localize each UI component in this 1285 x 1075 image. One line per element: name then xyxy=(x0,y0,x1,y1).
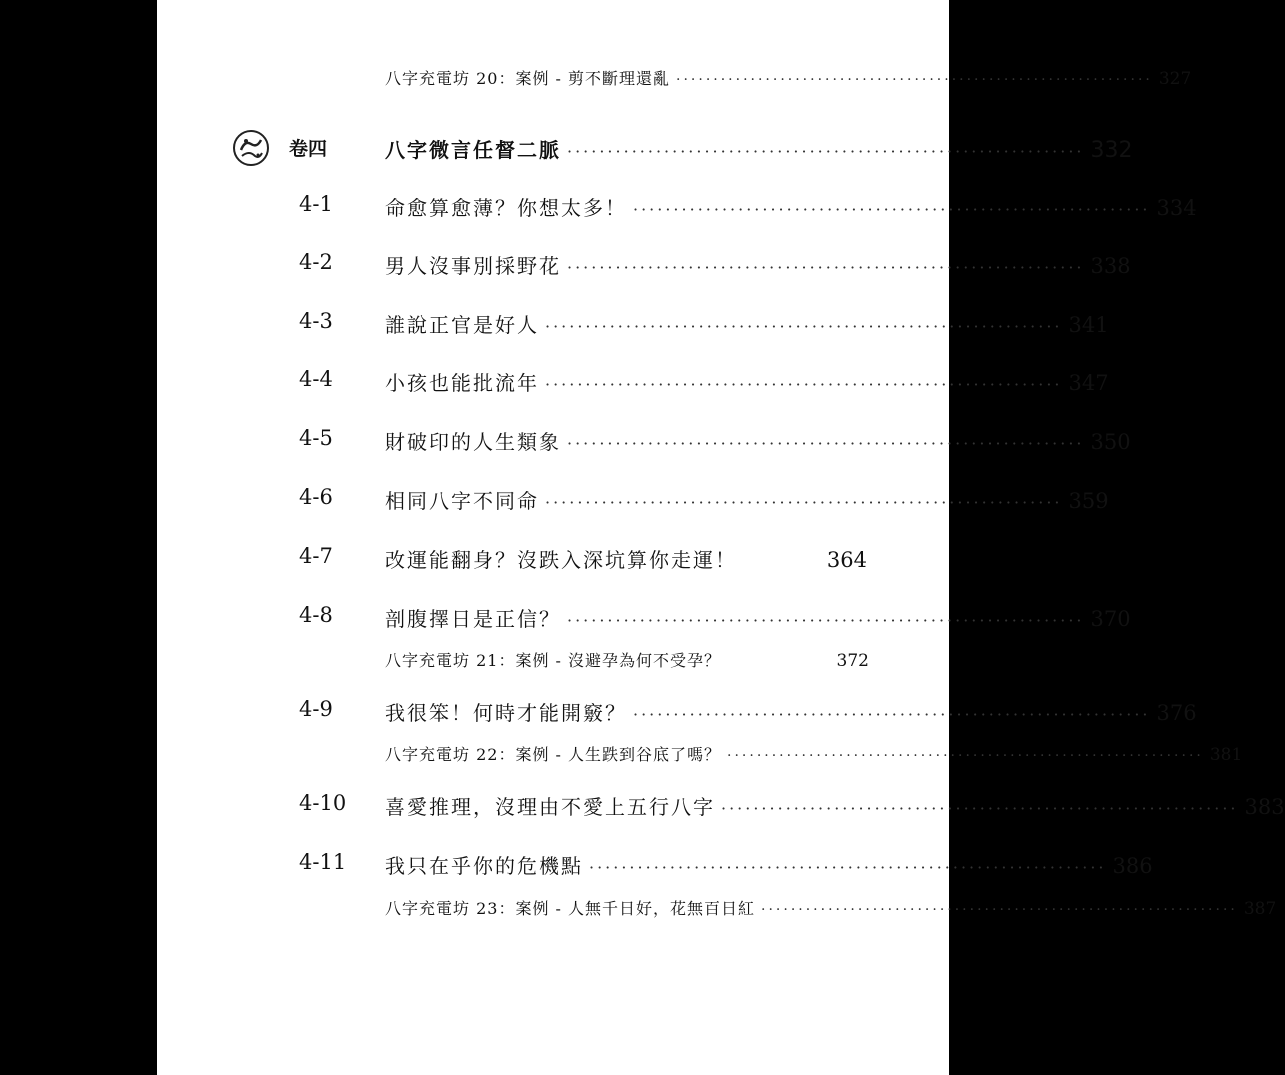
volume-page-number: 332 xyxy=(1090,138,1133,163)
entry-title: 財破印的人生類象 xyxy=(385,430,561,454)
entry-title: 八字充電坊 21：案例 - 沒避孕為何不受孕？ xyxy=(385,651,722,670)
toc-entry[interactable] xyxy=(299,850,1153,879)
dragon-emblem-icon xyxy=(231,128,271,168)
toc-entry[interactable] xyxy=(299,485,1109,514)
toc-entry[interactable] xyxy=(299,250,1131,279)
entry-page-number: 350 xyxy=(1090,430,1131,454)
leader-dots: ································································ xyxy=(545,375,1063,394)
entry-number: 4-8 xyxy=(299,603,333,627)
toc-entry[interactable] xyxy=(299,367,1109,396)
entry-title: 八字充電坊 20：案例 - 剪不斷理還亂 xyxy=(385,69,671,88)
entry-number: 4-1 xyxy=(299,192,333,216)
entry-number: 4-6 xyxy=(299,485,333,509)
entry-number: 4-7 xyxy=(299,544,333,568)
entry-page-number: 376 xyxy=(1156,701,1197,725)
entry-title: 剖腹擇日是正信？ xyxy=(385,607,561,631)
entry-page-number: 338 xyxy=(1090,254,1131,278)
entry-page-number: 370 xyxy=(1090,607,1131,631)
leader-dots: ································································ xyxy=(567,258,1085,277)
entry-page-number: 359 xyxy=(1068,489,1109,513)
toc-sub-entry[interactable] xyxy=(385,742,1243,765)
entry-number: 4-11 xyxy=(299,850,347,874)
entry-number: 4-9 xyxy=(299,697,333,721)
toc-volume-heading[interactable] xyxy=(289,134,1133,163)
entry-page-number: 341 xyxy=(1068,313,1109,337)
entry-page-number: 347 xyxy=(1068,371,1109,395)
leader-dots: ································································ xyxy=(589,858,1107,877)
leader-dots: ································································ xyxy=(633,705,1151,724)
entry-page-number: 381 xyxy=(1209,745,1243,765)
leader-dots: ································································ xyxy=(567,611,1085,630)
entry-title: 男人沒事別採野花 xyxy=(385,254,561,278)
toc-entry[interactable] xyxy=(299,697,1197,726)
entry-title: 八字充電坊 23：案例 - 人無千日好，花無百日紅 xyxy=(385,899,756,918)
entry-page-number: 383 xyxy=(1244,795,1285,819)
entry-title: 喜愛推理，沒理由不愛上五行八字 xyxy=(385,795,715,819)
volume-label: 卷四 xyxy=(289,138,328,160)
entry-title: 八字充電坊 22：案例 - 人生跌到谷底了嗎？ xyxy=(385,745,722,764)
leader-dots: · xyxy=(743,552,752,571)
entry-title: 我很笨！何時才能開竅？ xyxy=(385,701,627,725)
toc-entry[interactable] xyxy=(299,309,1109,338)
entry-page-number: 327 xyxy=(1158,69,1192,89)
leader-dots: ································································ xyxy=(545,317,1063,336)
entry-title: 命愈算愈薄？你想太多！ xyxy=(385,196,627,220)
entry-page-number: 372 xyxy=(836,651,869,671)
leader-dots: ································································ xyxy=(676,72,1153,88)
toc-entry[interactable] xyxy=(299,192,1197,221)
toc-entry[interactable] xyxy=(299,603,1131,632)
leader-dots: ································································ xyxy=(727,748,1204,764)
leader-dots: ································································ xyxy=(567,434,1085,453)
entry-number: 4-3 xyxy=(299,309,333,333)
entry-number: 4-2 xyxy=(299,250,333,274)
entry-title: 我只在乎你的危機點 xyxy=(385,854,583,878)
entry-page-number: 334 xyxy=(1156,196,1197,220)
entry-number: 4-5 xyxy=(299,426,333,450)
entry-title: 相同八字不同命 xyxy=(385,489,539,513)
entry-title: 誰說正官是好人 xyxy=(385,313,539,337)
entry-page-number: 364 xyxy=(826,548,867,572)
leader-dots: ································································ xyxy=(761,902,1238,918)
leader-dots: · xyxy=(727,654,735,670)
entry-number: 4-10 xyxy=(299,791,347,815)
entry-number: 4-4 xyxy=(299,367,333,391)
leader-dots: ································································ xyxy=(633,200,1151,219)
toc-sub-entry[interactable] xyxy=(385,66,1192,89)
book-page xyxy=(157,0,1285,1075)
leader-dots: ································································ xyxy=(545,493,1063,512)
entry-title: 改運能翻身？沒跌入深坑算你走運！ xyxy=(385,548,737,572)
toc-sub-entry[interactable] xyxy=(385,648,869,671)
toc-entry[interactable] xyxy=(299,544,867,573)
leader-dots: ································································ xyxy=(721,799,1239,818)
leader-dots: ································································ xyxy=(567,142,1085,161)
entry-title: 小孩也能批流年 xyxy=(385,371,539,395)
toc-entry[interactable] xyxy=(299,791,1285,820)
entry-page-number: 386 xyxy=(1112,854,1153,878)
toc-sub-entry[interactable] xyxy=(385,896,1277,919)
toc-entry[interactable] xyxy=(299,426,1131,455)
entry-page-number: 387 xyxy=(1243,899,1277,919)
volume-title: 八字微言任督二脈 xyxy=(385,138,561,162)
